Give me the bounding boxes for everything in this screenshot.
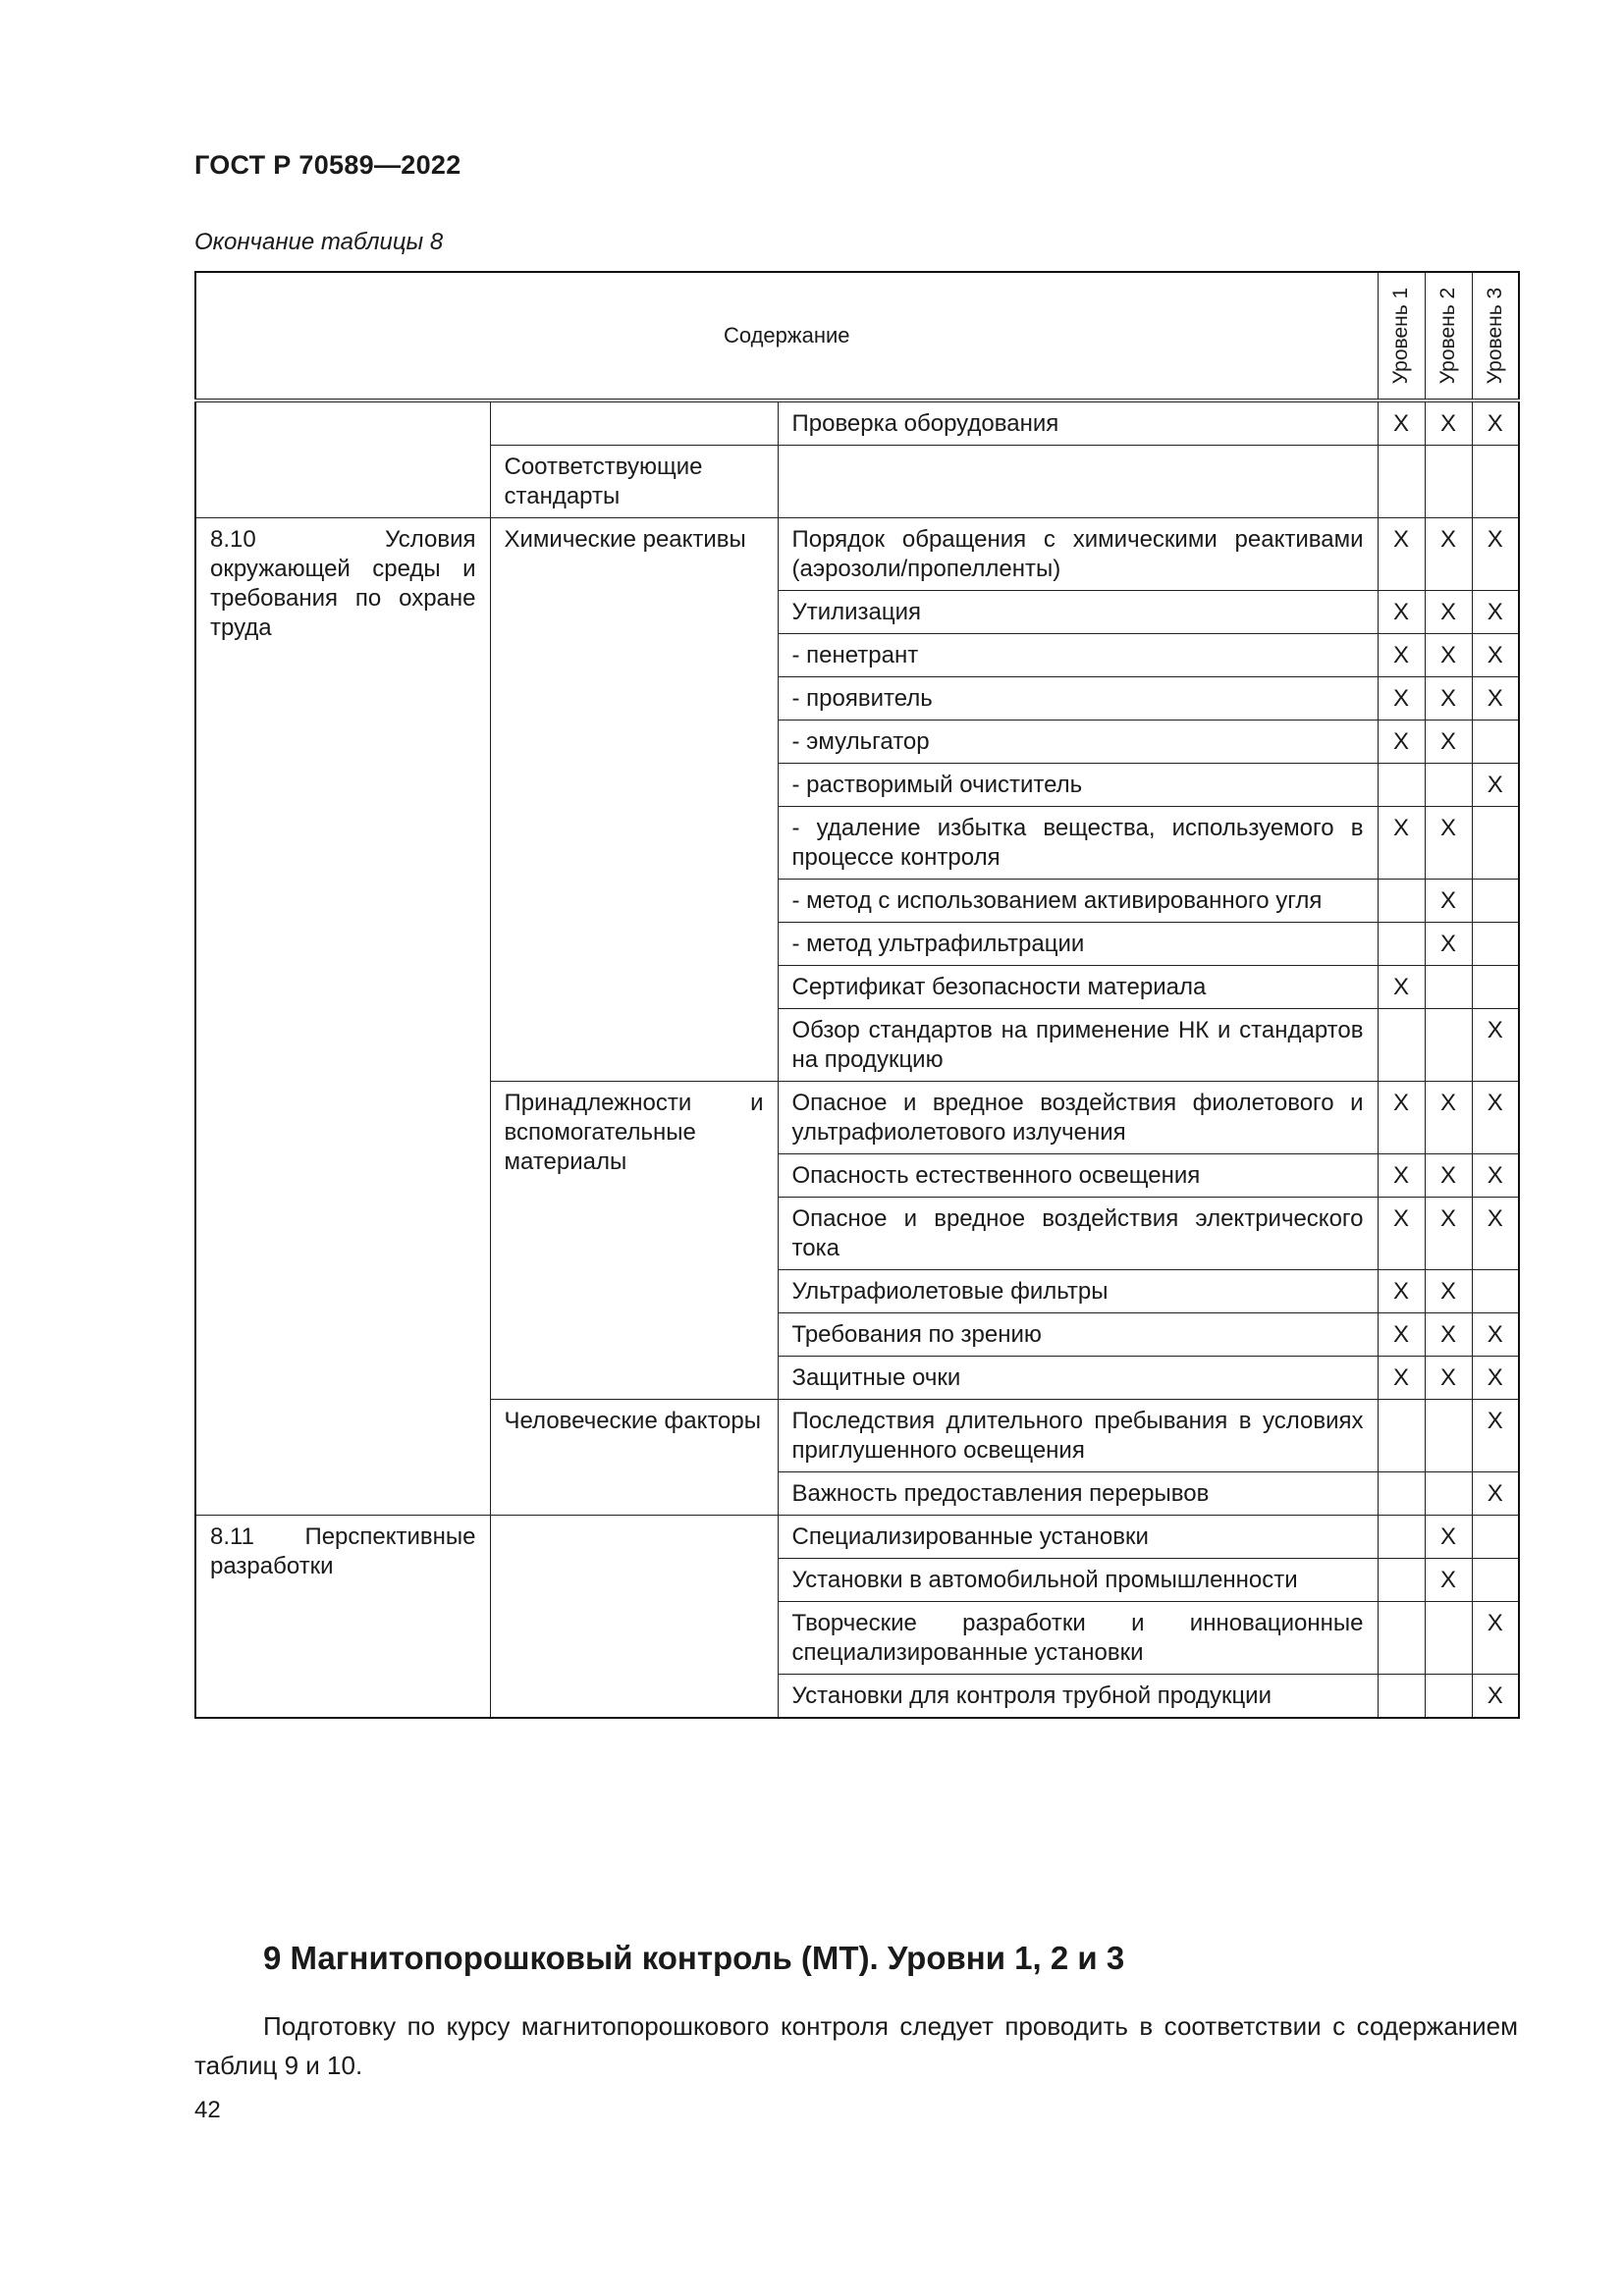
subsection-cell (490, 1516, 778, 1719)
level-2-mark: X (1425, 518, 1472, 591)
topic-cell: Установки в автомобильной промышленности (778, 1559, 1378, 1602)
level-1-mark (1378, 1400, 1425, 1472)
subsection-cell: Принадлежности и вспомогательные материалы (490, 1082, 778, 1400)
level-3-mark: X (1472, 1472, 1519, 1516)
level-2-mark (1425, 1009, 1472, 1082)
topic-cell: - удаление избытка вещества, используемого в процессе контроля (778, 807, 1378, 880)
level-1-mark (1378, 1559, 1425, 1602)
section-9-paragraph: Подготовку по курсу магнитопорошкового контроля следует проводить в соответствии с содержанием таблиц 9 и 10. (194, 2011, 1518, 2080)
table-row (195, 518, 1519, 591)
level-1-mark (1378, 764, 1425, 807)
level-3-mark: X (1472, 1400, 1519, 1472)
level-2-mark (1425, 764, 1472, 807)
level-1-mark (1378, 1009, 1425, 1082)
topic-cell: Порядок обращения с химическими реактивами (аэрозоли/пропелленты) (778, 518, 1378, 591)
topic-cell (778, 446, 1378, 518)
level-2-mark: X (1425, 1270, 1472, 1313)
topic-cell: Обзор стандартов на применение НК и стандартов на продукцию (778, 1009, 1378, 1082)
level-2-mark (1425, 1472, 1472, 1516)
level-1-mark: X (1378, 1270, 1425, 1313)
document-header: ГОСТ Р 70589—2022 (194, 150, 461, 180)
topic-cell: Сертификат безопасности материала (778, 966, 1378, 1009)
level-2-mark (1425, 1675, 1472, 1719)
section-cell: 8.10 Условия окружающей среды и требования по охране труда (195, 518, 490, 1516)
level-1-mark (1378, 446, 1425, 518)
level-1-mark: X (1378, 634, 1425, 677)
topic-cell: Опасность естественного освещения (778, 1154, 1378, 1198)
table-caption: Окончание таблицы 8 (194, 229, 444, 255)
level-3-mark (1472, 1559, 1519, 1602)
table-row (195, 400, 1519, 446)
level-2-mark: X (1425, 591, 1472, 634)
level-3-mark: X (1472, 1154, 1519, 1198)
level-3-mark: X (1472, 400, 1519, 446)
subsection-cell: Человеческие факторы (490, 1400, 778, 1516)
level-1-mark: X (1378, 1082, 1425, 1154)
level-3-mark (1472, 807, 1519, 880)
level-2-mark: X (1425, 1516, 1472, 1559)
level-2-mark: X (1425, 807, 1472, 880)
level-1-mark: X (1378, 1198, 1425, 1270)
section-cell (195, 400, 490, 518)
topic-cell: Проверка оборудования (778, 400, 1378, 446)
topic-cell: Установки для контроля трубной продукции (778, 1675, 1378, 1719)
topic-cell: Опасное и вредное воздействия фиолетового и ультрафиолетового излучения (778, 1082, 1378, 1154)
page-number: 42 (194, 2097, 221, 2123)
level-2-mark: X (1425, 1559, 1472, 1602)
level-3-mark (1472, 966, 1519, 1009)
column-header-level-1: Уровень 1 (1378, 272, 1425, 400)
table-header-row (195, 272, 1519, 400)
topic-cell: Защитные очки (778, 1357, 1378, 1400)
level-3-mark (1472, 721, 1519, 764)
level-3-mark: X (1472, 1357, 1519, 1400)
level-1-mark: X (1378, 400, 1425, 446)
table-row (195, 1516, 1519, 1559)
level-2-mark: X (1425, 1313, 1472, 1357)
level-1-mark: X (1378, 1313, 1425, 1357)
level-1-mark (1378, 1516, 1425, 1559)
level-1-mark (1378, 1675, 1425, 1719)
level-3-mark: X (1472, 677, 1519, 721)
level-3-mark (1472, 446, 1519, 518)
topic-cell: - эмульгатор (778, 721, 1378, 764)
level-3-mark: X (1472, 1602, 1519, 1675)
column-header-level-3: Уровень 3 (1472, 272, 1519, 400)
topic-cell: Специализированные установки (778, 1516, 1378, 1559)
level-1-mark (1378, 1472, 1425, 1516)
level-2-mark: X (1425, 400, 1472, 446)
section-cell: 8.11 Перспективные разработки (195, 1516, 490, 1719)
level-2-mark: X (1425, 1154, 1472, 1198)
topic-cell: - метод с использованием активированного угля (778, 880, 1378, 923)
topic-cell: Последствия длительного пребывания в условиях приглушенного освещения (778, 1400, 1378, 1472)
level-3-mark (1472, 1516, 1519, 1559)
section-9-title: 9 Магнитопорошковый контроль (МТ). Уровни 1, 2 и 3 (263, 1940, 1125, 1976)
level-2-mark (1425, 446, 1472, 518)
level-1-mark: X (1378, 807, 1425, 880)
level-2-mark (1425, 1400, 1472, 1472)
topic-cell: Утилизация (778, 591, 1378, 634)
topic-cell: Опасное и вредное воздействия электрического тока (778, 1198, 1378, 1270)
level-1-mark: X (1378, 518, 1425, 591)
level-2-mark: X (1425, 1198, 1472, 1270)
level-3-mark: X (1472, 591, 1519, 634)
level-3-mark (1472, 1270, 1519, 1313)
level-2-mark: X (1425, 1082, 1472, 1154)
topic-cell: - пенетрант (778, 634, 1378, 677)
level-2-mark: X (1425, 880, 1472, 923)
level-3-mark: X (1472, 1009, 1519, 1082)
level-3-mark: X (1472, 1198, 1519, 1270)
level-3-mark: X (1472, 764, 1519, 807)
level-1-mark: X (1378, 591, 1425, 634)
level-1-mark: X (1378, 677, 1425, 721)
level-2-mark: X (1425, 634, 1472, 677)
subsection-cell: Соответствующие стандарты (490, 446, 778, 518)
level-3-mark: X (1472, 634, 1519, 677)
content-table (194, 271, 1520, 1719)
subsection-cell (490, 400, 778, 446)
level-2-mark: X (1425, 923, 1472, 966)
level-1-mark: X (1378, 721, 1425, 764)
level-3-mark: X (1472, 1313, 1519, 1357)
topic-cell: - проявитель (778, 677, 1378, 721)
level-1-mark (1378, 880, 1425, 923)
level-3-mark (1472, 923, 1519, 966)
level-1-mark (1378, 1602, 1425, 1675)
level-2-mark (1425, 966, 1472, 1009)
topic-cell: Творческие разработки и инновационные специализированные установки (778, 1602, 1378, 1675)
level-1-mark (1378, 923, 1425, 966)
level-3-mark: X (1472, 1082, 1519, 1154)
level-3-mark: X (1472, 1675, 1519, 1719)
level-2-mark (1425, 1602, 1472, 1675)
topic-cell: - метод ультрафильтрации (778, 923, 1378, 966)
level-1-mark: X (1378, 1357, 1425, 1400)
subsection-cell: Химические реактивы (490, 518, 778, 1082)
topic-cell: - растворимый очиститель (778, 764, 1378, 807)
level-3-mark: X (1472, 518, 1519, 591)
topic-cell: Важность предоставления перерывов (778, 1472, 1378, 1516)
column-header-level-2: Уровень 2 (1425, 272, 1472, 400)
topic-cell: Ультрафиолетовые фильтры (778, 1270, 1378, 1313)
level-2-mark: X (1425, 721, 1472, 764)
level-3-mark (1472, 880, 1519, 923)
level-2-mark: X (1425, 1357, 1472, 1400)
topic-cell: Требования по зрению (778, 1313, 1378, 1357)
level-1-mark: X (1378, 1154, 1425, 1198)
column-header-content: Содержание (195, 272, 1378, 400)
level-2-mark: X (1425, 677, 1472, 721)
level-1-mark: X (1378, 966, 1425, 1009)
